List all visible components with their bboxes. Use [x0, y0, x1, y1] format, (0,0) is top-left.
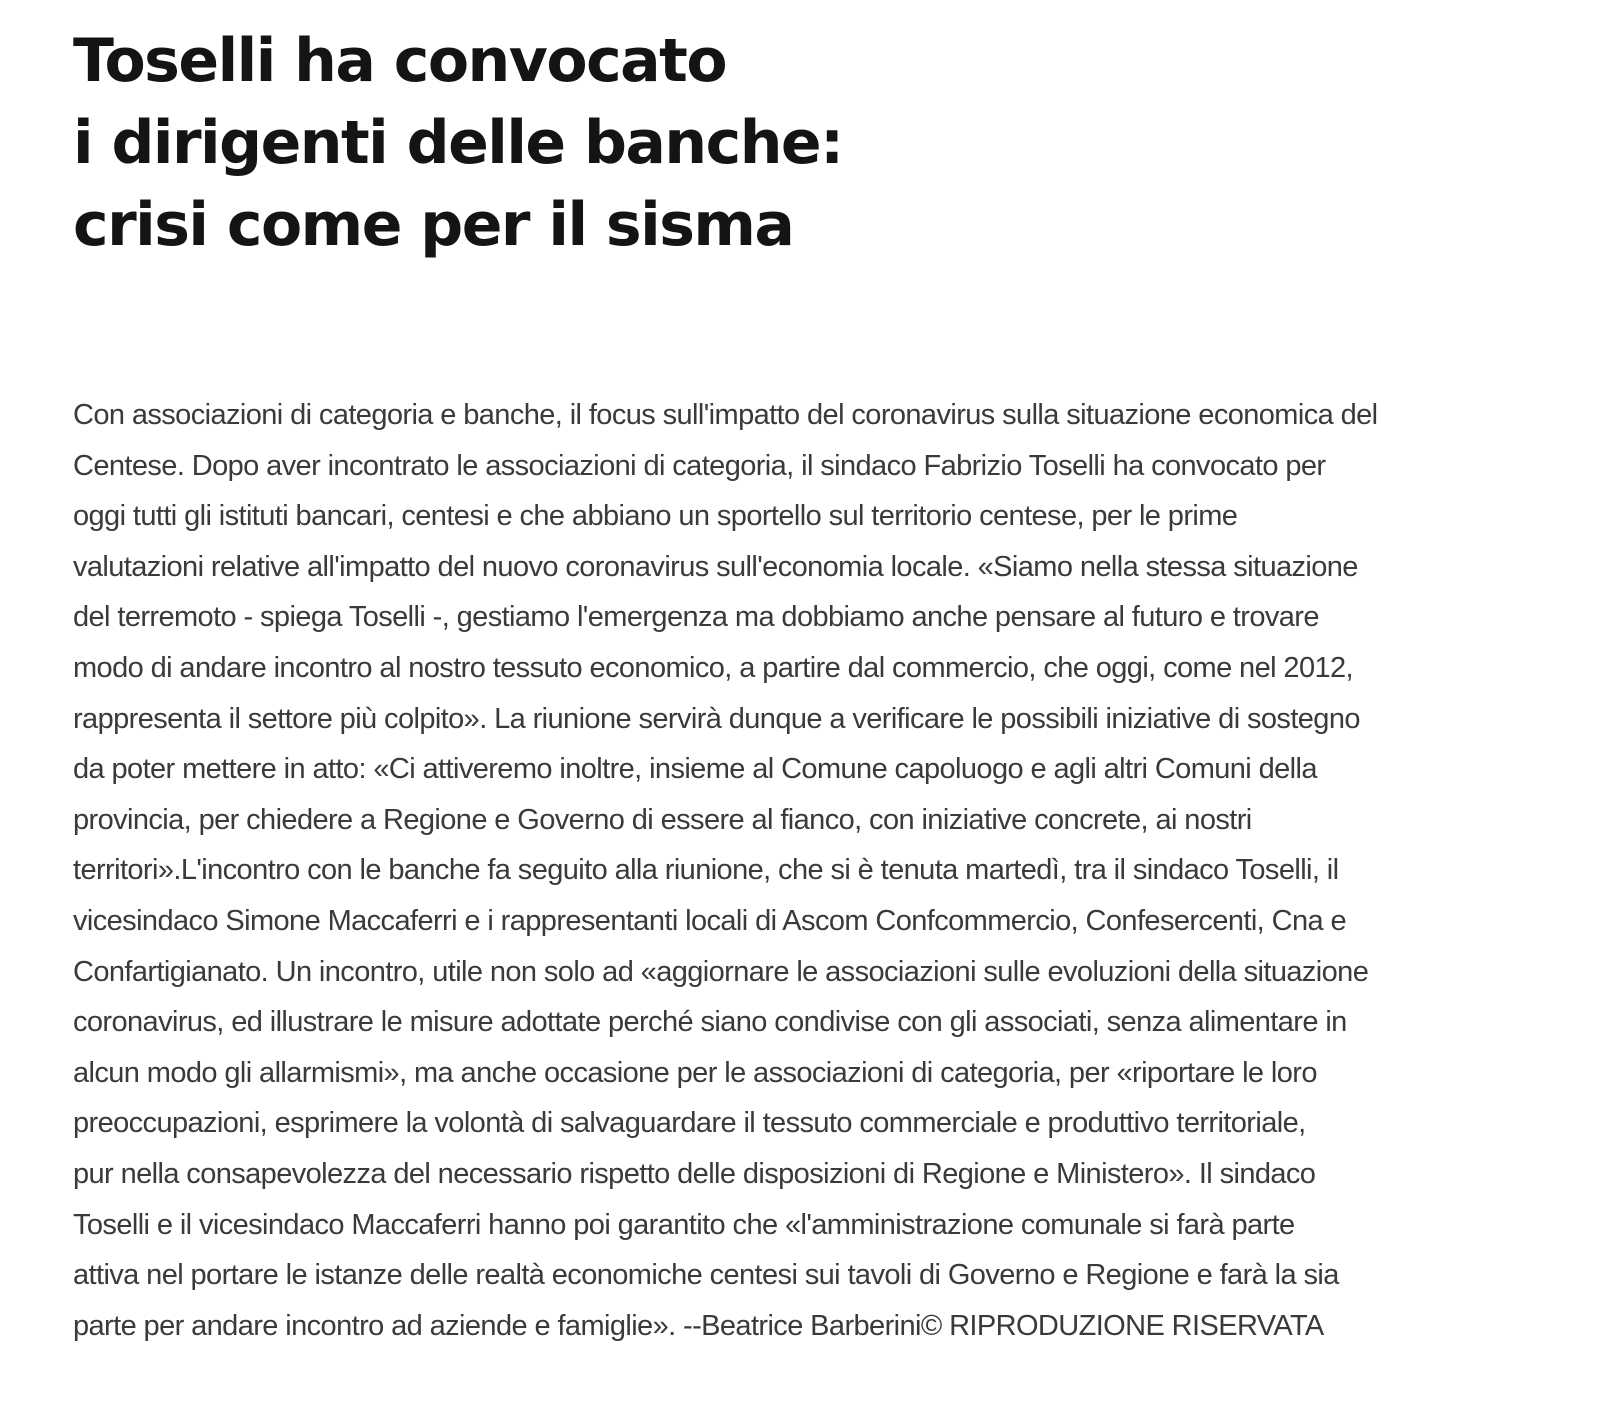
body-line: alcun modo gli allarmismi», ma anche occasione per le associazioni di categoria, per «riportare le loro — [73, 1056, 1317, 1089]
body-line: Con associazioni di categoria e banche, il focus sull'impatto del coronavirus sulla situazione economica del — [73, 399, 1378, 431]
body-line: preoccupazioni, esprimere la volontà di salvaguardare il tessuto commerciale e produttivo territoriale, — [73, 1107, 1306, 1140]
body-line: Centese. Dopo aver incontrato le associazioni di categoria, il sindaco Fabrizio Toselli ha convocato per — [73, 449, 1326, 482]
body-line: coronavirus, ed illustrare le misure adottate perché siano condivise con gli associati, senza alimentare in — [73, 1006, 1347, 1039]
body-line: vicesindaco Simone Maccaferri e i rappresentanti locali di Ascom Confcommercio, Confesercenti, Cna e — [73, 904, 1346, 937]
body-line: pur nella consapevolezza del necessario rispetto delle disposizioni di Regione e Ministero». Il sindaco — [73, 1157, 1316, 1190]
body-line: provincia, per chiedere a Regione e Governo di essere al fianco, con iniziative concrete, ai nostri — [73, 803, 1252, 836]
body-line: valutazioni relative all'impatto del nuovo coronavirus sull'economia locale. «Siamo nella stessa situazione — [73, 550, 1358, 583]
body-line: rappresenta il settore più colpito». La riunione servirà dunque a verificare le possibili iniziative di sostegno — [73, 702, 1360, 735]
body-line: parte per andare incontro ad aziende e famiglie». --Beatrice Barberini© RIPRODUZIONE RISERVATA — [73, 1309, 1324, 1342]
article-headline — [73, 20, 1533, 266]
body-line: modo di andare incontro al nostro tessuto economico, a partire dal commercio, che oggi, come nel 2012, — [73, 651, 1353, 684]
headline-line: crisi come per il sisma — [73, 190, 794, 260]
article-body — [73, 390, 1533, 1351]
body-line: oggi tutti gli istituti bancari, centesi e che abbiano un sportello sul territorio centese, per le prime — [73, 500, 1238, 533]
headline-line: Toselli ha convocato — [73, 26, 727, 96]
body-line: Confartigianato. Un incontro, utile non solo ad «aggiornare le associazioni sulle evoluzioni della situazione — [73, 955, 1369, 988]
article — [73, 20, 1533, 1342]
body-line: attiva nel portare le istanze delle realtà economiche centesi sui tavoli di Governo e Regione e farà la sia — [73, 1259, 1339, 1292]
body-line: territori».L'incontro con le banche fa seguito alla riunione, che si è tenuta martedì, tra il sindaco Toselli, il — [73, 854, 1339, 887]
headline-line: i dirigenti delle banche: — [73, 108, 843, 178]
body-line: del terremoto - spiega Toselli -, gestiamo l'emergenza ma dobbiamo anche pensare al futuro e trovare — [73, 601, 1319, 634]
body-line: da poter mettere in atto: «Ci attiveremo inoltre, insieme al Comune capoluogo e agli altri Comuni della — [73, 753, 1317, 786]
body-line: Toselli e il vicesindaco Maccaferri hanno poi garantito che «l'amministrazione comunale si farà parte — [73, 1208, 1295, 1241]
